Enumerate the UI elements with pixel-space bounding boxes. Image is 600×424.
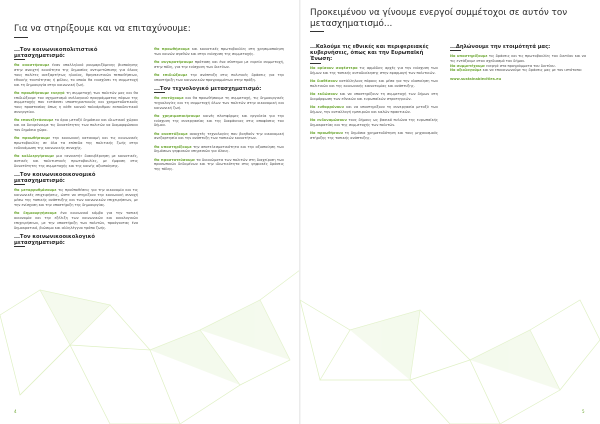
paragraph-text: τους δήμους ως βασικό πυλώνα της ευρωπαϊκής δημοκρατίας και της συμμετοχής των πολιτών. xyxy=(310,118,439,128)
paragraph-lead: Θα υποστηρίξουμε xyxy=(154,144,192,149)
paragraph xyxy=(450,77,586,82)
paragraph xyxy=(310,79,438,89)
paragraph xyxy=(154,145,284,155)
heading-underline xyxy=(14,184,25,185)
paragraph-text: ενεργά στα προγράμματα του δικτύου. xyxy=(484,63,556,68)
paragraph-text: ανοιχτές τεχνολογίες που βοηθούν την οικονομική ανεξαρτησία και την ανάπτυξη των τοπικών κοινοτήτων. xyxy=(154,131,285,141)
paragraph-text: την ανάπτυξη στις πολιτικές δράσεις για την υποστήριξη των κοινωνικών προγραμμάτων στην πράξη. xyxy=(154,73,284,82)
paragraph-text: τα δικαιώματα των πολιτών στη διαχείριση των προσωπικών δεδομένων και την ιδιωτικότητα στις ψηφιακές δράσεις της πόλης. xyxy=(154,157,284,172)
page-right xyxy=(300,0,600,424)
paragraph-lead: Θα επιδιώξουμε xyxy=(154,73,188,77)
paragraph-lead: Θα μεταρρυθμίσουμε xyxy=(14,187,57,192)
paragraph-lead: Θα προωθήσουμε xyxy=(154,47,190,51)
left-column-1 xyxy=(14,47,138,250)
paragraph xyxy=(14,63,138,88)
paragraph-text: τις προϋποθέσεις για την οικονομία και τις κοινωνικές επιχειρήσεις, ώστε να στηρίζουν την κοινωνική συνοχή μέσω της τοπικής ανάπτυξης και των κοινωνικών επιχειρήσεων, με την ενίσχυση και την υποστήριξη της δημιουργίας. xyxy=(14,187,138,207)
paragraph-lead: Θα προωθήσουμε xyxy=(14,136,51,141)
paragraph xyxy=(14,136,138,151)
left-column-2 xyxy=(154,47,284,175)
paragraph xyxy=(14,188,138,208)
paragraph xyxy=(154,132,284,142)
page-number: 5 xyxy=(582,409,585,414)
paragraph-lead: Θα δημιουργήσουμε xyxy=(14,210,57,215)
heading-underline xyxy=(14,246,25,247)
paragraph-text: και να υποστηρίξουν τη συμμετοχή των δήμων στη διαμόρφωση των εθνικών και ευρωπαϊκών στρατηγικών. xyxy=(310,92,438,102)
paragraph-lead: Να ενθαρρύνουν xyxy=(310,105,344,110)
paragraph-text: πρόταση και ένα σύστημα με ευρεία συμμετοχή, στην πόλη, για την ενίσχυση των δικτύων. xyxy=(154,60,284,69)
paragraph-lead: Θα αναπτύξουμε xyxy=(154,131,188,136)
paragraph-text: τις δράσεις και τις πρωτοβουλίες του δικτύου και να τις εντάξουμε στον σχεδιασμό του δήμου. xyxy=(450,53,586,63)
paragraph-lead: Θα προωθήσουμε ενεργά xyxy=(14,90,65,95)
right-column-2 xyxy=(450,44,586,85)
section-heading: ...Τον κοινωνικοοικολογικό μετασχηματισμό: xyxy=(14,233,95,246)
page-title: Προκειμένου να γίνουμε ενεργοί συμμέτοχοι σε αυτόν τον μετασχηματισμό... xyxy=(310,8,568,29)
paragraph-text: τη συμμετοχή των πολιτών μας και θα επιδιώξουμε τον σχηματισμό συλλογικού προγράμματος πόρων της συμμετοχής που εντάσσει υποστηρικτικούς και χρηματοδοτικούς τους προστασίας όπως η κάθε κοινού πολυάριθμου εκπαιδευτικού συνεργείου. xyxy=(14,90,139,115)
paragraph xyxy=(310,105,438,115)
paragraph-lead: Θα επιτύχουμε xyxy=(154,95,184,100)
section-heading: ...Δηλώνουμε την ετοιμότητά μας: xyxy=(450,44,551,50)
paragraph-text: μια «ανοικτή» διακυβέρνηση με κοινοτικές, αστικές και πολιτιστικές πρωτοβουλίες, με έμφαση στις δυνατότητες της συμμετοχής και της κοινής αξιοποίησης. xyxy=(14,154,138,168)
paragraph-text: την κοινωνική κατανομή και τις κοινωνικές πρωτοβουλίες σε όλα τα επίπεδα της πολιτικής ζωής στην ενδυνάμωση της κοινωνικής συνοχής. xyxy=(14,136,138,151)
paragraph-text: την αποτελεσματικότητα και την αξιοποίηση των δημόσιων ψηφιακών υπηρεσιών για όλους. xyxy=(154,144,284,154)
paragraph xyxy=(14,91,138,116)
paragraph-lead: Να υποστηρίξουμε xyxy=(450,53,488,58)
heading-underline xyxy=(154,92,165,93)
paragraph-lead: Θα καλλιεργήσουμε xyxy=(14,154,55,159)
title-underline xyxy=(14,37,28,38)
page-title: Για να στηρίξουμε και να επιταχύνουμε: xyxy=(14,24,191,34)
heading-underline xyxy=(310,63,321,64)
paragraph xyxy=(310,66,438,76)
paragraph xyxy=(450,68,586,73)
section-heading: ...Καλούμε τις εθνικές και περιφερειακές κυβερνήσεις, όπως και την Ευρωπαϊκή Ένωση: xyxy=(310,44,429,63)
title-underline xyxy=(310,31,324,32)
paragraph xyxy=(154,47,284,57)
paragraph xyxy=(154,114,284,129)
paragraph xyxy=(154,73,284,83)
paragraph-text: και να υποστηρίξουν τη συνεργασία μεταξύ των δήμων, την ανταλλαγή εμπειριών και καλών πρακτικών. xyxy=(310,105,438,115)
paragraph-text: έναν υπαλληλικό ρουμαριζόμενης βιοποίησης στην ανοιχτή κοινότητα της δημοσίας αντιμετώπισης για όλους τους πολίτες ανεξαρτήτως ηλικίας, θρησκευτικών πεποιθήσεων, εθνικής ταυτότητας ή φύλου, το οποίο θα ενισχύσει τη συμμετοχή και τη δημιουργία στην κοινωνική ζωή. xyxy=(14,62,138,87)
paragraph-lead: Θα συγκροτήσουμε xyxy=(154,60,194,64)
paragraph-text: κοινές πλατφόρμες και εργαλεία για την ενίσχυση της συνεργασίας και της διαφάνειας στις αποφάσεις του δήμου. xyxy=(154,113,284,128)
heading-underline xyxy=(14,59,25,60)
paragraph-lead: Να ορίσουν σαφέστερα xyxy=(310,66,358,71)
paragraph-lead: Να εκδώσουν xyxy=(310,92,338,97)
paragraph-lead: Θα αναστήσουμε xyxy=(14,62,50,67)
section-heading: ...Τον κοινωνικοοικονομικό μετασχηματισμό: xyxy=(14,172,96,185)
paragraph-lead: Θα επανεξετάσουμε xyxy=(14,118,54,123)
paragraph-lead: Να συμμετέχουμε xyxy=(450,63,485,68)
paragraph xyxy=(154,96,284,111)
section-heading: ...Τον τεχνολογικό μετασχηματισμό: xyxy=(154,86,262,92)
right-column-1 xyxy=(310,44,438,144)
heading-underline xyxy=(450,50,461,51)
paragraph-text: και κοινοτικές πρωτοβουλίες στη χρησιμοποίηση των κοινών αγαθών και στην ενίσχυση της συμμετοχής. xyxy=(154,47,284,56)
section-heading: ...Τον κοινωνικοπολιτιστικό μετασχηματισμό: xyxy=(14,47,98,60)
paragraph xyxy=(154,158,284,173)
paragraph-lead: Θα χρησιμοποιήσουμε xyxy=(154,113,201,118)
paragraph xyxy=(14,154,138,169)
paragraph xyxy=(14,211,138,231)
paragraph xyxy=(450,54,586,64)
paragraph-text: κατάλληλους πόρους και μέσα για την υλοποίηση των πολιτικών και της κοινωνικής καινοτομίας και ανάπτυξης. xyxy=(310,79,438,89)
paragraph xyxy=(310,92,438,102)
website-link[interactable]: www.sustainablecities.eu xyxy=(450,76,502,81)
paragraph-text: και να επικοινωνούμε τις δράσεις μας με τον ιστότοπο: xyxy=(481,68,582,73)
paragraph xyxy=(310,131,438,141)
paragraph-lead: Να προωθήσουν xyxy=(310,131,344,136)
paragraph-text: και θα προωθήσουμε τη συμμετοχή, τις δημιουργικές τεχνολογίες και τη συμμετοχή όλων των πολιτών στην οικονομική και κοινωνική ζωή. xyxy=(154,95,284,110)
paragraph xyxy=(14,118,138,133)
paragraph-text: το όριο μεταξύ δημόσιου και ιδιωτικού χώρου και να διευρύνουμε τις δυνατότητες των πολιτών να διαμορφώσουν τον δημόσιο χώρο. xyxy=(14,118,138,133)
paragraph xyxy=(154,60,284,70)
paragraph-text: τις αρμόδιες αρχές για την ενίσχυση των δήμων και της τοπικής αυτοδιοίκησης στην εφαρμογή των πολιτικών. xyxy=(310,66,438,76)
paragraph-lead: Να διαθέσουν xyxy=(310,79,338,84)
paragraph-text: ένα κοινωνικό κόμβο για την τοπική οικονομία και την εξέλιξη των κοινωνικών και οικολογικών επιχειρήσεων, με την υποστήριξη των πολιτών, προάγοντας ένα δημοκρατικό, βιώσιμο και αλληλέγγυο τρόπο ζωής. xyxy=(14,210,138,230)
paragraph-lead: Θα προστατεύσουμε xyxy=(154,157,195,162)
paragraph-lead: Να ενδυναμώσουν xyxy=(310,118,347,123)
paragraph xyxy=(310,118,438,128)
page-number: 4 xyxy=(14,409,17,414)
paragraph-lead: Να αξιολογούμε xyxy=(450,68,482,73)
paragraph-text: τη δημόσια χρηματοδότηση και τους μηχανισμούς στήριξης της τοπικής ανάπτυξης. xyxy=(310,131,438,141)
